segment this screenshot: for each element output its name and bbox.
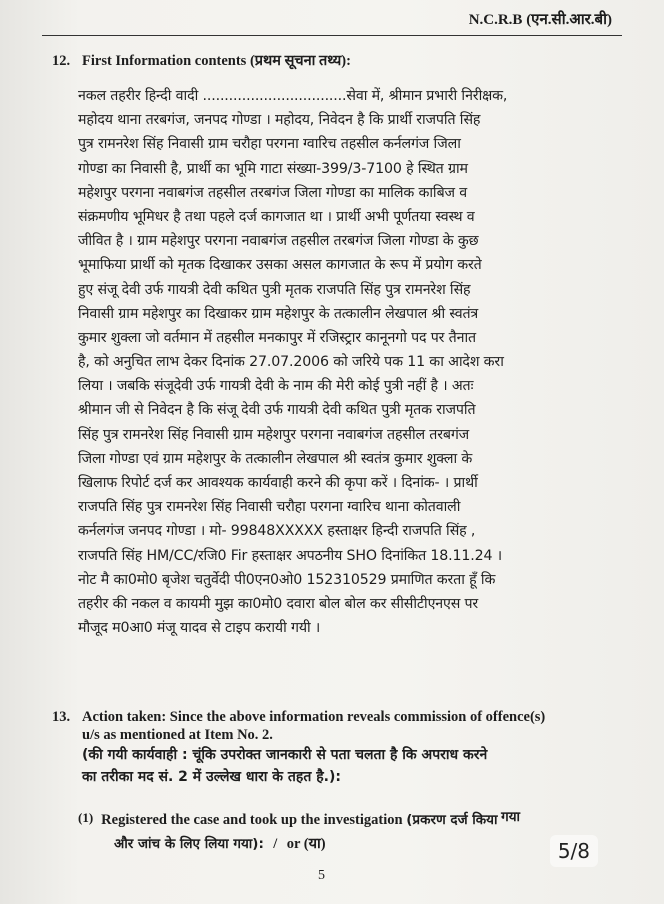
fir-text-line: पुत्र रामनरेश सिंह निवासी ग्राम चरौहा परगना ग्वारिच तहसील कर्नलगंज जिला — [78, 136, 461, 153]
page-number: 5 — [318, 868, 325, 883]
fir-text-line: श्रीमान जी से निवेदन है कि संजू देवी उर्फ गायत्री देवी कथित पुत्री मृतक राजपति — [78, 402, 476, 419]
header-divider — [42, 35, 622, 36]
section-13-title-line2: u/s as mentioned at Item No. 2. — [82, 727, 273, 743]
action-item-1-line2-hi: और जांच के लिए लिया गया): — [114, 836, 264, 852]
action-item-1-line1 — [78, 806, 598, 831]
action-item-1-line2 — [78, 831, 598, 857]
action-item-1-or: or (या) — [286, 836, 326, 852]
fir-text-line: भूमाफिया प्रार्थी को मृतक दिखाकर उसका असल कागजात के रूप में प्रयोग करते — [78, 257, 482, 274]
section-13-heading — [52, 708, 612, 726]
fir-text-line: जिला गोण्डा एवं ग्राम महेशपुर के तत्कालीन लेखपाल श्री स्वतंत्र कुमार शुक्ला के — [78, 450, 473, 467]
ncrb-header: N.C.R.B (एन.सी.आर.बी) — [468, 12, 612, 28]
fir-text-line: महोदय थाना तरबगंज, जनपद गोण्डा । महोदय, निवेदन है कि प्रार्थी राजपति सिंह — [78, 112, 481, 129]
fir-text-line: निवासी ग्राम महेशपुर का दिखाकर ग्राम महेशपुर के तत्कालीन लेखपाल श्री स्वतंत्र — [78, 305, 479, 322]
section-13-number: 13. — [52, 709, 71, 725]
fir-text-line: संक्रमणीय भूमिधर है तथा पहले दर्ज कागजात था । प्रार्थी अभी पूर्णतया स्वस्थ व — [78, 208, 475, 225]
section-12-body — [78, 84, 588, 640]
action-item-1-text-en: Registered the case and took up the investigation — [101, 812, 403, 828]
fir-text-line: मौजूद म0आ0 मंजू यादव से टाइप करायी गयी । — [78, 620, 321, 637]
section-12-title: First Information contents (प्रथम सूचना तथ्य): — [82, 53, 351, 69]
fir-text-line: है, को अनुचित लाभ देकर दिनांक 27.07.2006 को जरिये पक 11 का आदेश करा — [78, 354, 504, 371]
section-13 — [52, 708, 612, 788]
fir-text-line: लिया । जबकि संजूदेवी उर्फ गायत्री देवी के नाम की मेरी कोई पुत्री नहीं है । अतः — [78, 378, 474, 395]
fir-text-line: हुए संजू देवी उर्फ गायत्री देवी कथित पुत्री मृतक राजपति सिंह पुत्र रामनरेश सिंह — [78, 281, 471, 298]
action-item-1-text-hi: (प्रकरण दर्ज किया — [406, 812, 498, 828]
fir-text-line: खिलाफ रिपोर्ट दर्ज कर आवश्यक कार्यवाही करने की कृपा करें । दिनांक- । प्रार्थी — [78, 475, 478, 491]
section-12-number: 12. — [52, 53, 71, 69]
fir-text-line: गोण्डा का निवासी है, प्रार्थी का भूमि गाटा संख्या-399/3-7100 हे स्थित ग्राम — [78, 160, 468, 177]
fir-text-line: जीवित है । ग्राम महेशपुर परगना नवाबगंज तहसील तरबगंज जिला गोण्डा के कुछ — [78, 233, 479, 250]
action-item-1-slash: / — [273, 836, 278, 852]
section-13-title-line1: Action taken: Since the above information reveals commission of offence(s) — [82, 709, 546, 725]
fir-text-line: नकल तहरीर हिन्दी वादी .................................सेवा में, श्रीमान प्रभारी निरीक्षक, — [78, 88, 508, 104]
fir-text-line: कुमार शुक्ला जो वर्तमान में तहसील मनकापुर में रजिस्ट्रार कानूनगो पद पर तैनात — [78, 329, 476, 346]
section-13-hindi-line2: का तरीका मद सं. 2 में उल्लेख धारा के तहत है.): — [82, 769, 341, 785]
action-item-1-index: (1) — [78, 810, 94, 825]
fir-text-line: कर्नलगंज जनपद गोण्डा । मो- 99848XXXXX हस्ताक्षर हिन्दी राजपति सिंह , — [78, 523, 476, 540]
action-item-1-text-hi-small: गया — [501, 809, 521, 825]
page-counter-badge: 5/8 — [550, 835, 598, 867]
fir-text-line: नोट मै का0मो0 बृजेश चतुर्वेदी पी0एन0ओ0 152310529 प्रमाणित करता हूँ कि — [78, 571, 496, 588]
section-13-hindi-line1: (की गयी कार्यवाही : चूंकि उपरोक्त जानकारी से पता चलता है कि अपराध करने — [82, 747, 488, 763]
fir-text-line: सिंह पुत्र रामनरेश सिंह निवासी ग्राम महेशपुर परगना नवाबगंज तहसील तरबगंज — [78, 426, 470, 443]
fir-text-line: राजपति सिंह पुत्र रामनरेश सिंह निवासी चरौहा परगना ग्वारिच थाना कोतवाली — [78, 499, 461, 516]
section-12-heading — [52, 50, 351, 70]
fir-text-line: राजपति सिंह HM/CC/रजि0 Fir हस्ताक्षर अपठनीय SHO दिनांकित 18.11.24 । — [78, 547, 502, 564]
fir-text-line: महेशपुर परगना नवाबगंज तहसील तरबगंज जिला गोण्डा का मालिक काबिज व — [78, 184, 468, 201]
action-item-1 — [78, 806, 598, 857]
fir-text-line: तहरीर की नकल व कायमी मुझ का0मो0 दवारा बोल बोल कर सीसीटीएनएस पर — [78, 595, 479, 612]
